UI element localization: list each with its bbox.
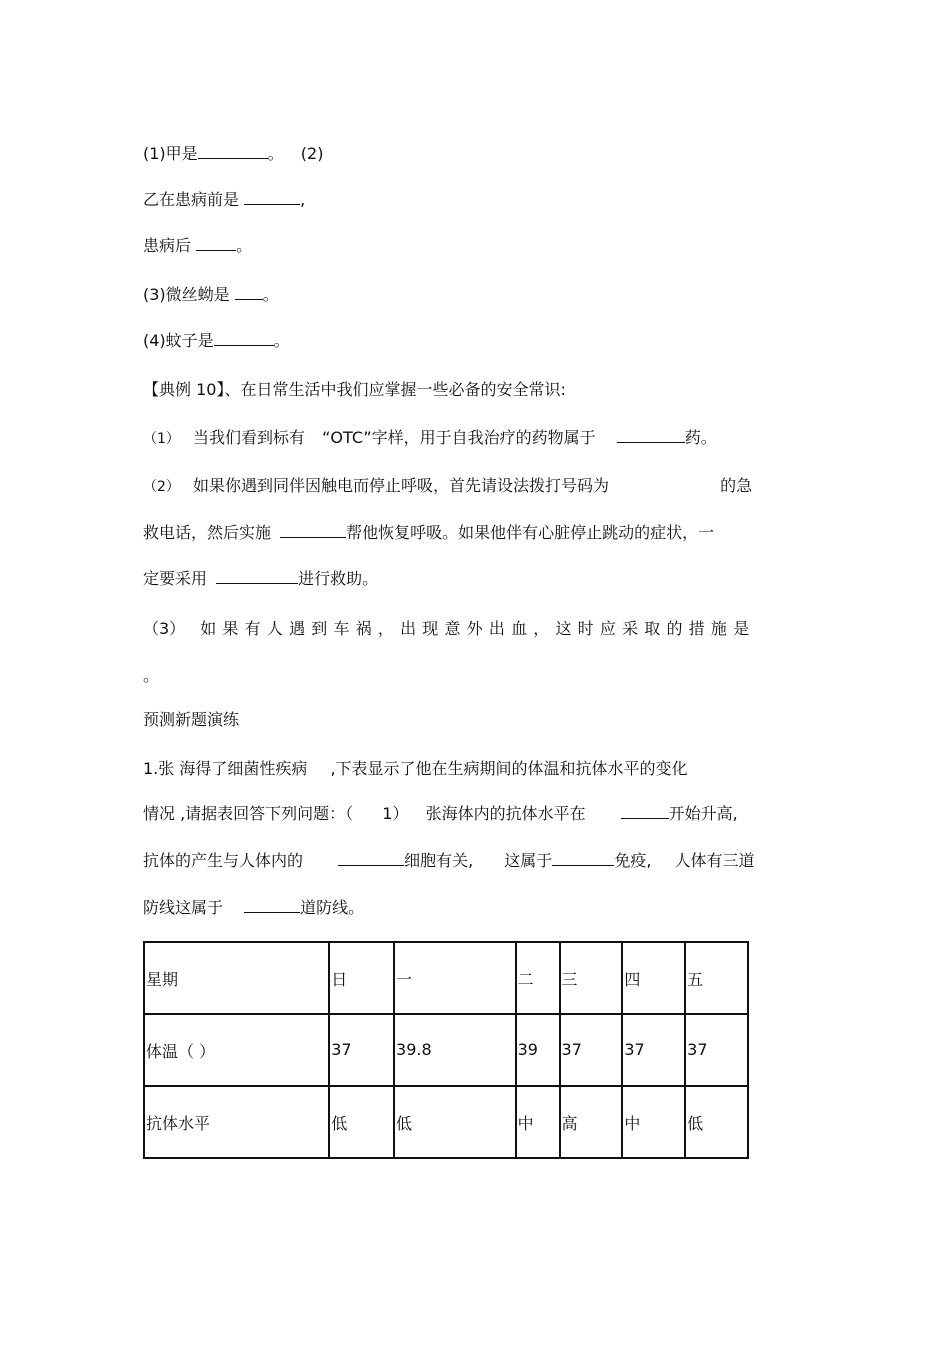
table-cell: 低 — [329, 1086, 394, 1158]
question-2a-line — [143, 190, 305, 210]
table-cell: 日 — [329, 942, 394, 1014]
table-cell: 低 — [685, 1086, 748, 1158]
table-cell: 低 — [394, 1086, 516, 1158]
item-text: 如果你遇到同伴因触电而停止呼吸，首先请设法拨打号码为 — [193, 476, 610, 495]
answer-blank[interactable] — [552, 851, 614, 866]
answer-blank[interactable] — [198, 144, 268, 159]
item-text: 当我们看到标有 — [193, 428, 306, 447]
example-intro: 、在日常生活中我们应掌握一些必备的安全常识: — [224, 380, 566, 399]
problem-text: 抗体的产生与人体内的 — [143, 851, 304, 870]
punctuation: 。 — [267, 144, 284, 163]
problem-text: 免疫, — [614, 851, 652, 870]
question-1-line — [143, 144, 323, 164]
answer-blank[interactable] — [244, 190, 300, 205]
problem-1-line-2 — [143, 804, 738, 824]
problem-text: 道防线。 — [300, 898, 365, 917]
answer-blank[interactable] — [216, 569, 298, 584]
problem-text: 这属于 — [504, 851, 553, 870]
answer-blank[interactable] — [196, 236, 236, 251]
punctuation: 。 — [262, 285, 279, 304]
problem-1-line-3 — [143, 851, 755, 871]
otc-label: “OTC” — [322, 428, 372, 447]
question-4-line — [143, 331, 290, 351]
answer-blank[interactable] — [214, 331, 274, 346]
question-2b-line — [143, 236, 252, 256]
problem-text: 防线这属于 — [143, 898, 224, 917]
example-title: 【典例 10】 — [143, 380, 225, 399]
table-row-weekday — [144, 942, 748, 1014]
section-title — [143, 710, 239, 730]
item-text: 帮他恢复呼吸。如果他伴有心脏停止跳动的症状，一 — [346, 523, 715, 542]
table-cell: 39.8 — [394, 1014, 516, 1086]
punctuation: 。 — [236, 236, 253, 255]
table-cell: 37 — [560, 1014, 623, 1086]
table-cell: 37 — [329, 1014, 394, 1086]
example-item-2-cont2 — [143, 569, 378, 589]
problem-text: 细胞有关, — [404, 851, 474, 870]
item-number: （3） — [143, 619, 186, 638]
table-cell: 中 — [516, 1086, 560, 1158]
question-3-label: (3)微丝蚴是 — [143, 285, 230, 304]
table-cell: 37 — [622, 1014, 685, 1086]
table-cell: 五 — [685, 942, 748, 1014]
problem-1-line-1 — [143, 759, 688, 779]
table-cell: 高 — [560, 1086, 623, 1158]
answer-blank[interactable] — [338, 851, 404, 866]
problem-text: 开始升高, — [668, 804, 738, 823]
punctuation: 。 — [273, 331, 290, 350]
table-cell: 39 — [516, 1014, 560, 1086]
table-cell: 二 — [516, 942, 560, 1014]
question-3-line — [143, 285, 279, 305]
table-row-antibody — [144, 1086, 748, 1158]
table-cell: 37 — [685, 1014, 748, 1086]
item-text: 定要采用 — [143, 569, 208, 588]
problem-1-line-4 — [143, 898, 364, 918]
item-number: 1） — [382, 804, 409, 823]
question-4-label: (4)蚊子是 — [143, 331, 214, 350]
example-item-3 — [143, 619, 755, 639]
section-heading: 预测新题演练 — [143, 710, 240, 729]
item-number: （2） — [143, 479, 180, 495]
example-item-1 — [143, 428, 717, 449]
problem-text: 人体有三道 — [674, 851, 755, 870]
item-text: 字样，用于自我治疗的药物属于 — [371, 428, 596, 447]
table-cell: 三 — [560, 942, 623, 1014]
item-text: 药。 — [684, 428, 717, 447]
table-cell: 星期 — [144, 942, 329, 1014]
table-cell: 一 — [394, 942, 516, 1014]
answer-blank[interactable] — [244, 898, 300, 913]
example-item-2-cont — [143, 523, 714, 543]
item-text: 进行救助。 — [298, 569, 379, 588]
item-number: （1） — [143, 431, 180, 447]
problem-text: 情况 ,请据表回答下列问题：（ — [143, 804, 354, 823]
question-2-number: (2) — [300, 144, 324, 163]
temperature-antibody-table — [143, 941, 749, 1159]
answer-blank[interactable] — [617, 428, 685, 443]
example-item-2 — [143, 476, 752, 497]
table-cell: 体温（ ） — [144, 1014, 329, 1086]
example-item-3-end — [143, 666, 159, 686]
item-text: 的急 — [720, 476, 753, 495]
item-text: 如果有人遇到车祸，出现意外出血，这时应采取的措施是 — [200, 619, 756, 638]
table-cell: 抗体水平 — [144, 1086, 329, 1158]
table-row-temperature — [144, 1014, 748, 1086]
problem-text: 1.张 海得了细菌性疾病 — [143, 759, 308, 778]
problem-text: 张海体内的抗体水平在 — [425, 804, 586, 823]
table-cell: 中 — [622, 1086, 685, 1158]
answer-blank[interactable] — [280, 523, 346, 538]
question-1-label: (1)甲是 — [143, 144, 198, 163]
punctuation: 。 — [143, 666, 160, 685]
question-2a-label: 乙在患病前是 — [143, 190, 240, 209]
question-2b-label: 患病后 — [143, 236, 192, 255]
answer-blank[interactable] — [235, 285, 263, 300]
problem-text: ,下表显示了他在生病期间的体温和抗体水平的变化 — [330, 759, 688, 778]
answer-blank[interactable] — [621, 804, 669, 819]
punctuation: , — [300, 190, 306, 209]
item-text: 救电话，然后实施 — [143, 523, 272, 542]
example-10-heading — [143, 380, 566, 400]
table-cell: 四 — [622, 942, 685, 1014]
